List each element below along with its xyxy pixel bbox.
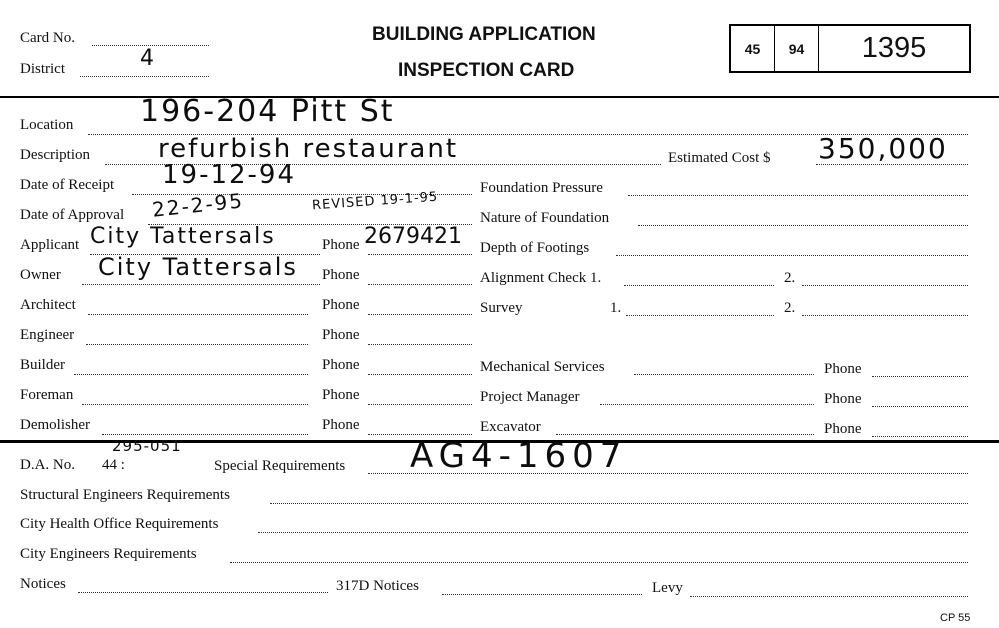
owner-phone-line (368, 283, 472, 285)
city-engineers-label: City Engineers Requirements (20, 546, 197, 562)
district-line (80, 75, 209, 77)
foreman-phone-label: Phone (322, 387, 360, 403)
nature-foundation-line (638, 224, 968, 226)
revised-date-value: REVISED 19-1-95 (311, 189, 439, 214)
date-receipt-label: Date of Receipt (20, 177, 115, 193)
architect-phone-label: Phone (322, 297, 360, 313)
architect-line (88, 313, 308, 315)
owner-label: Owner (20, 267, 61, 283)
mechanical-phone-label: Phone (824, 361, 862, 377)
project-manager-phone-line (872, 405, 968, 407)
builder-phone-label: Phone (322, 357, 360, 373)
builder-phone-line (368, 373, 472, 375)
applicant-phone-value: 2679421 (364, 224, 462, 249)
foreman-label: Foreman (20, 387, 74, 403)
mechanical-services-label: Mechanical Services (480, 359, 605, 375)
demolisher-label: Demolisher (20, 417, 90, 433)
date-approval-value: 22-2-95 (150, 188, 246, 222)
project-manager-label: Project Manager (480, 389, 580, 405)
alignment-2-label: 2. (784, 270, 796, 286)
location-label: Location (20, 117, 74, 133)
levy-label: Levy (652, 580, 683, 596)
engineer-phone-label: Phone (322, 327, 360, 343)
card-no-label: Card No. (20, 30, 75, 46)
excavator-label: Excavator (480, 419, 541, 435)
foundation-pressure-label: Foundation Pressure (480, 180, 603, 196)
engineer-phone-line (368, 343, 472, 345)
survey-2-label: 2. (784, 300, 796, 316)
mechanical-phone-line (872, 375, 968, 377)
project-manager-phone-label: Phone (824, 391, 862, 407)
description-label: Description (20, 147, 90, 163)
demolisher-line (102, 433, 308, 435)
depth-footings-label: Depth of Footings (480, 240, 590, 256)
project-manager-line (600, 403, 814, 405)
nature-foundation-label: Nature of Foundation (480, 210, 610, 226)
architect-phone-line (368, 313, 472, 315)
description-value: refurbish restaurant (158, 134, 459, 164)
estimated-cost-value: 350,000 (818, 132, 948, 165)
mechanical-services-line (634, 373, 814, 375)
alignment-2-line (802, 284, 968, 286)
engineer-label: Engineer (20, 327, 75, 343)
survey-1-label: 1. (610, 300, 622, 316)
owner-line (82, 283, 320, 285)
applicant-phone-line (368, 253, 472, 255)
estimated-cost-label: Estimated Cost $ (668, 150, 771, 166)
levy-line (690, 595, 968, 597)
engineer-line (86, 343, 308, 345)
city-engineers-line (230, 561, 968, 563)
box-a: 45 (731, 26, 775, 71)
city-health-line (258, 531, 968, 533)
applicant-label: Applicant (20, 237, 80, 253)
alignment-check-label: Alignment Check 1. (480, 270, 602, 286)
district-value: 4 (140, 46, 156, 71)
foreman-line (82, 403, 308, 405)
da-prefix: 44 : (102, 457, 125, 473)
demolisher-phone-label: Phone (322, 417, 360, 433)
applicant-value: City Tattersals (90, 224, 276, 249)
da-number-value: 295-051 (112, 437, 182, 455)
survey-2-line (802, 314, 968, 316)
district-label: District (20, 61, 65, 77)
notices-317d-label: 317D Notices (336, 578, 419, 594)
builder-label: Builder (20, 357, 65, 373)
survey-label: Survey (480, 300, 523, 316)
applicant-phone-label: Phone (322, 237, 360, 253)
survey-1-line (626, 314, 774, 316)
excavator-phone-line (872, 435, 968, 437)
owner-value: City Tattersals (98, 253, 298, 281)
foreman-phone-line (368, 403, 472, 405)
title-line-2: INSPECTION CARD (398, 60, 575, 81)
alignment-1-line (624, 284, 774, 286)
structural-engineers-line (270, 502, 968, 504)
box-number: 1395 (861, 32, 927, 64)
location-value: 196-204 Pitt St (140, 94, 395, 129)
notices-line (78, 591, 328, 593)
owner-phone-label: Phone (322, 267, 360, 283)
depth-footings-line (616, 254, 968, 256)
excavator-phone-label: Phone (824, 421, 862, 437)
notices-317d-line (442, 593, 642, 595)
da-no-label: D.A. No. (20, 457, 75, 473)
foundation-pressure-line (628, 194, 968, 196)
date-receipt-value: 19-12-94 (162, 160, 297, 190)
demolisher-phone-line (368, 433, 472, 435)
excavator-line (556, 433, 814, 435)
card-number-box (729, 24, 971, 73)
special-requirements-value: AG4-1607 (410, 436, 628, 476)
structural-engineers-label: Structural Engineers Requirements (20, 487, 230, 503)
notices-label: Notices (20, 576, 66, 592)
date-approval-label: Date of Approval (20, 207, 125, 223)
form-code: CP 55 (940, 612, 971, 624)
city-health-label: City Health Office Requirements (20, 516, 219, 532)
architect-label: Architect (20, 297, 76, 313)
special-requirements-label: Special Requirements (214, 458, 346, 474)
box-b: 94 (775, 26, 819, 71)
title-line-1: BUILDING APPLICATION (372, 24, 596, 45)
builder-line (74, 373, 308, 375)
